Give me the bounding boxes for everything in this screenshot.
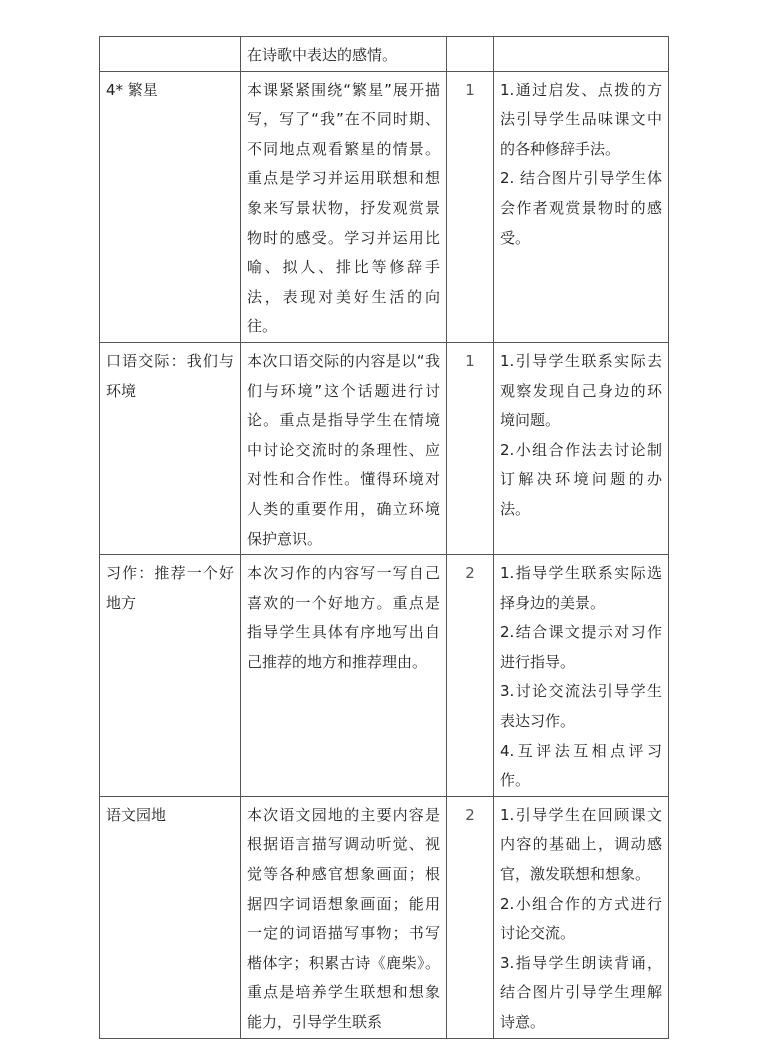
method-item: 1.引导学生联系实际去观察发现自己身边的环境问题。 — [500, 351, 662, 430]
topic-cell — [100, 37, 241, 72]
method-item: 2.结合课文提示对习作进行指导。 — [500, 623, 662, 671]
method-cell — [494, 37, 669, 72]
hours-text: 2 — [465, 805, 475, 824]
method-cell — [494, 342, 669, 554]
method-cell — [494, 555, 669, 797]
method-item: 3.讨论交流法引导学生表达习作。 — [500, 682, 662, 731]
hours-cell — [447, 796, 494, 1038]
content-cell — [241, 796, 447, 1038]
hours-cell — [447, 71, 494, 342]
hours-text: 1 — [465, 80, 475, 99]
content-cell — [241, 37, 447, 72]
hours-text: 1 — [465, 351, 475, 370]
hours-cell — [447, 342, 494, 554]
content-cell — [241, 342, 447, 554]
table-row — [100, 342, 669, 554]
method-item: 1.指导学生联系实际选择身边的美景。 — [500, 564, 662, 612]
topic-text: 口语交际：我们与环境 — [106, 351, 234, 400]
method-item: 1.引导学生在回顾课文内容的基础上，调动感官，激发联想和想象。 — [500, 805, 662, 884]
method-item: 3.指导学生朗读背诵，结合图片引导学生理解诗意。 — [500, 953, 662, 1031]
content-text: 本次习作的内容写一写自己喜欢的一个好地方。重点是指导学生具体有序地写出自己推荐的地方和推荐理由。 — [247, 564, 440, 671]
topic-cell — [100, 796, 241, 1038]
table-row — [100, 555, 669, 797]
content-text: 在诗歌中表达的感情。 — [247, 46, 398, 64]
topic-cell — [100, 555, 241, 797]
method-item: 4.互评法互相点评习作。 — [500, 741, 662, 790]
content-text: 本课紧紧围绕“繁星”展开描写，写了“我”在不同时期、不同地点观看繁星的情景。重点是学习并运用联想和想象来写景状物，抒发观赏景物时的感受。学习并运用比喻、拟人、排比等修辞手法，表现对美好生活的向往。 — [247, 80, 440, 336]
topic-cell — [100, 71, 241, 342]
topic-text: 语文园地 — [106, 805, 167, 824]
table-row — [100, 37, 669, 72]
table-row — [100, 71, 669, 342]
method-cell — [494, 796, 669, 1038]
content-text: 本次口语交际的内容是以“我们与环境”这个话题进行讨论。重点是指导学生在情境中讨论交流时的条理性、应对性和合作性。懂得环境对人类的重要作用，确立环境保护意识。 — [247, 351, 440, 548]
hours-cell — [447, 555, 494, 797]
content-cell — [241, 71, 447, 342]
topic-text: 习作：推荐一个好地方 — [106, 564, 234, 612]
topic-cell — [100, 342, 241, 554]
hours-cell — [447, 37, 494, 72]
method-item: 1.通过启发、点拨的方法引导学生品味课文中的各种修辞手法。 — [500, 80, 662, 158]
method-cell — [494, 71, 669, 342]
topic-text: 4* 繁星 — [106, 80, 158, 99]
method-item: 2.小组合作法去讨论制订解决环境问题的办法。 — [500, 440, 662, 518]
content-cell — [241, 555, 447, 797]
method-item: 2.小组合作的方式进行讨论交流。 — [500, 894, 662, 943]
content-text: 本次语文园地的主要内容是根据语言描写调动听觉、视觉等各种感官想象画面；根据四字词语想象画面；能用一定的词语描写事物；书写楷体字；积累古诗《鹿柴》。重点是培养学生联想和想象能力，引导学生联系 — [247, 805, 440, 1031]
table-row — [100, 796, 669, 1038]
lesson-plan-table — [99, 36, 669, 1039]
method-item: 2. 结合图片引导学生体会作者观赏景物时的感受。 — [500, 169, 662, 247]
hours-text: 2 — [465, 564, 475, 583]
